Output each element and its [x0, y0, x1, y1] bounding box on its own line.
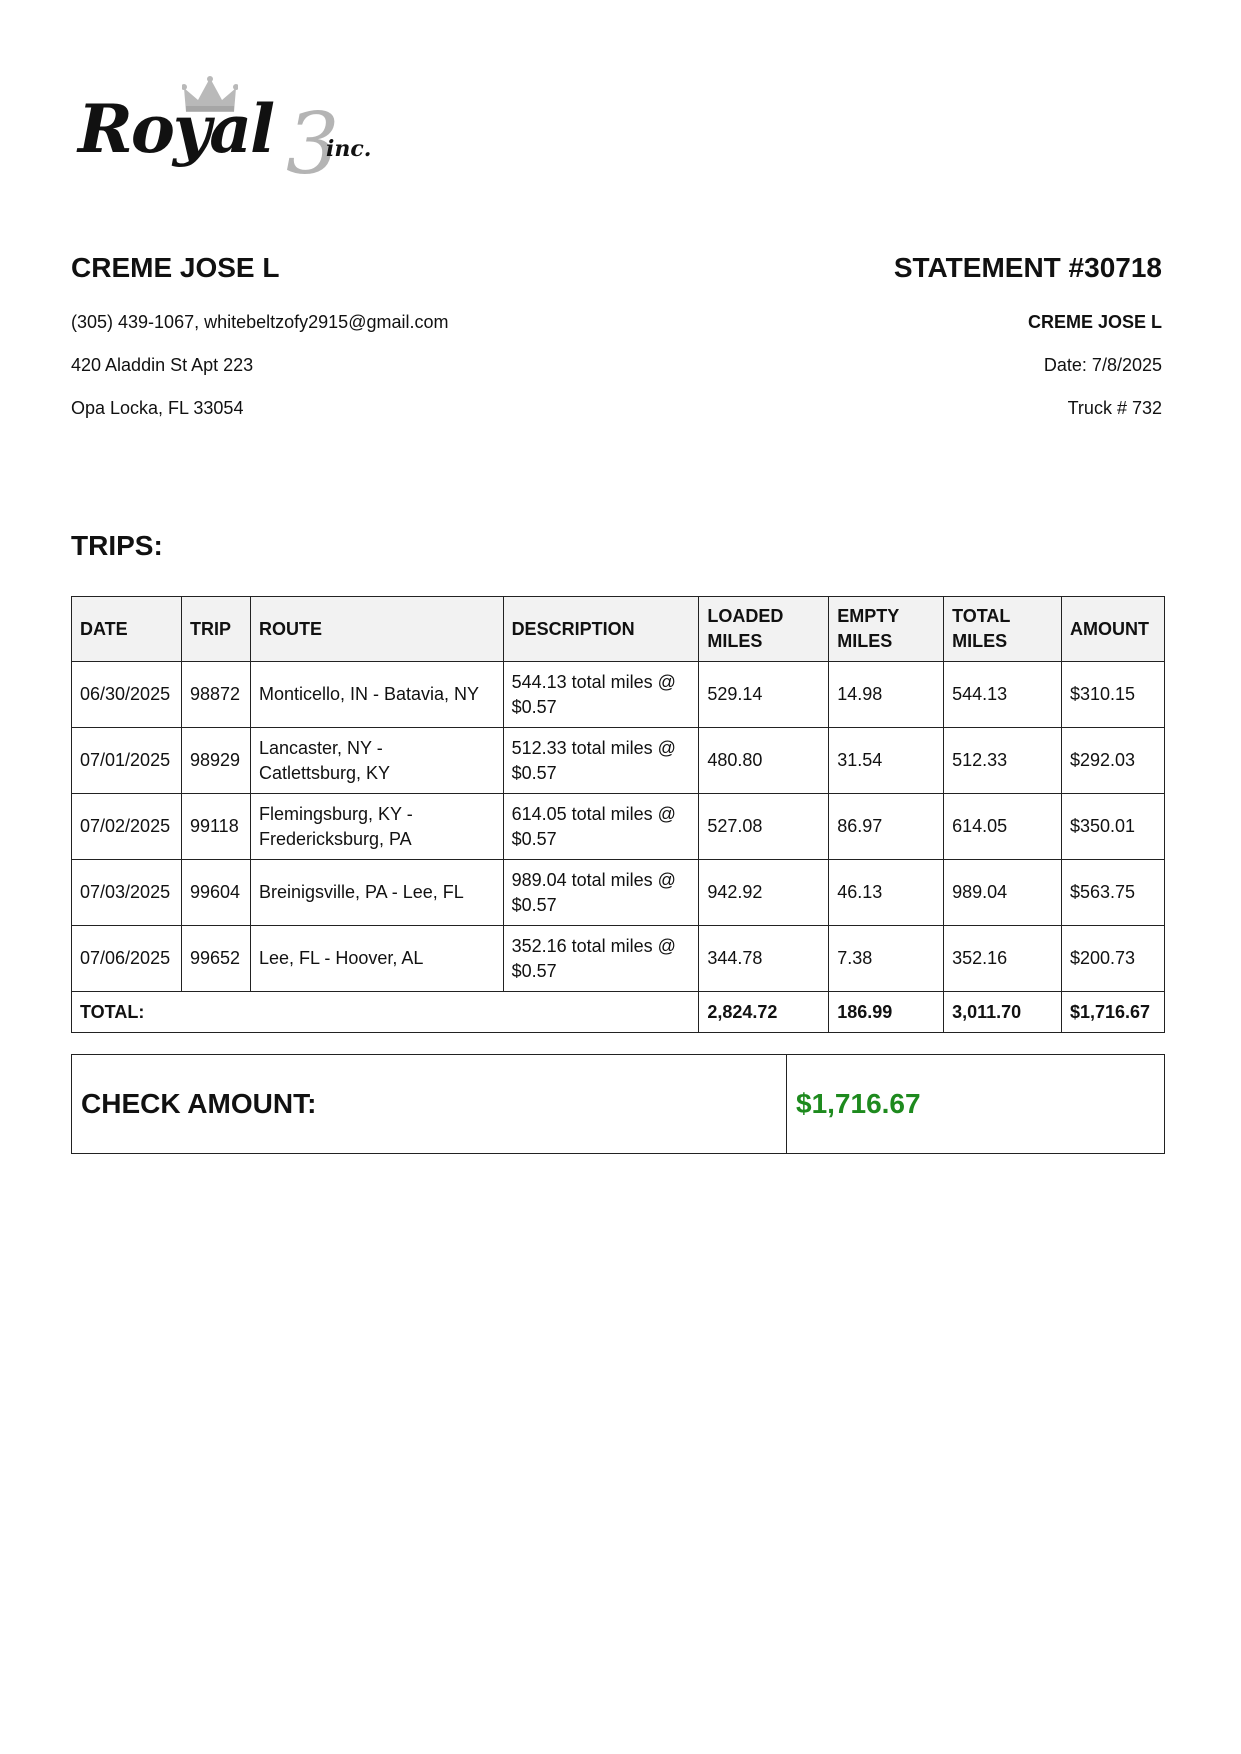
cell-trip: 99652 [181, 926, 250, 992]
cell-loaded: 480.80 [699, 728, 829, 794]
check-amount-label: CHECK AMOUNT: [72, 1055, 787, 1153]
header-loaded-line1: LOADED [707, 606, 784, 626]
check-amount-value: $1,716.67 [796, 1088, 921, 1119]
totals-empty: 186.99 [829, 992, 944, 1033]
desc-line1: 544.13 total miles @ [511, 671, 676, 692]
route-line1: Flemingsburg, KY - [258, 803, 413, 824]
header-trip: TRIP [181, 597, 250, 662]
desc-line1: 352.16 total miles @ [511, 935, 676, 956]
desc-line2: $0.57 [511, 696, 557, 717]
cell-date: 07/03/2025 [72, 860, 182, 926]
cell-loaded: 344.78 [699, 926, 829, 992]
cell-route [250, 728, 503, 794]
cell-total: 989.04 [944, 860, 1062, 926]
desc-line1: 614.05 total miles @ [511, 803, 676, 824]
cell-amount: $292.03 [1061, 728, 1164, 794]
desc-line2: $0.57 [511, 960, 557, 981]
table-row [72, 794, 1165, 860]
totals-amount: $1,716.67 [1061, 992, 1164, 1033]
header-loaded-line2: MILES [707, 631, 763, 651]
cell-amount: $310.15 [1061, 662, 1164, 728]
desc-line2: $0.57 [511, 894, 557, 915]
table-row [72, 662, 1165, 728]
cell-empty: 46.13 [829, 860, 944, 926]
company-logo [78, 76, 388, 193]
cell-trip: 99604 [181, 860, 250, 926]
cell-date: 06/30/2025 [72, 662, 182, 728]
cell-loaded: 527.08 [699, 794, 829, 860]
cell-route [250, 794, 503, 860]
driver-address-line1: 420 Aladdin St Apt 223 [71, 355, 254, 375]
cell-date: 07/06/2025 [72, 926, 182, 992]
totals-total: 3,011.70 [944, 992, 1062, 1033]
cell-route [250, 662, 503, 728]
statement-truck: Truck # 732 [1067, 398, 1162, 418]
table-row [72, 860, 1165, 926]
desc-line1: 512.33 total miles @ [511, 737, 676, 758]
driver-name: CREME JOSE L [71, 252, 280, 283]
cell-loaded: 942.92 [699, 860, 829, 926]
cell-trip: 98929 [181, 728, 250, 794]
header-loaded-miles [699, 597, 829, 662]
cell-description [503, 860, 699, 926]
statement-name: CREME JOSE L [1027, 312, 1162, 332]
desc-line2: $0.57 [511, 762, 557, 783]
cell-trip: 99118 [181, 794, 250, 860]
header-description: DESCRIPTION [503, 597, 699, 662]
totals-label: TOTAL: [72, 992, 699, 1033]
cell-empty: 7.38 [829, 926, 944, 992]
header-total-line1: TOTAL [952, 606, 1011, 626]
cell-route [250, 860, 503, 926]
cell-route [250, 926, 503, 992]
cell-loaded: 529.14 [699, 662, 829, 728]
totals-row [72, 992, 1165, 1033]
logo-suffix: inc. [326, 136, 372, 162]
cell-date: 07/02/2025 [72, 794, 182, 860]
totals-loaded: 2,824.72 [699, 992, 829, 1033]
statement-info [662, 248, 1162, 430]
statement-date: Date: 7/8/2025 [1043, 355, 1162, 375]
cell-description [503, 794, 699, 860]
route-line1: Monticello, IN - Batavia, NY [258, 684, 480, 704]
route-line1: Breinigsville, PA - Lee, FL [258, 882, 464, 902]
header-empty-miles [829, 597, 944, 662]
cell-empty: 31.54 [829, 728, 944, 794]
desc-line2: $0.57 [511, 828, 557, 849]
cell-total: 614.05 [944, 794, 1062, 860]
header-route: ROUTE [250, 597, 503, 662]
check-amount-box [71, 1054, 1165, 1154]
cell-empty: 86.97 [829, 794, 944, 860]
cell-amount: $563.75 [1061, 860, 1164, 926]
cell-description [503, 662, 699, 728]
route-line2: Catlettsburg, KY [258, 762, 391, 783]
cell-description [503, 926, 699, 992]
route-line1: Lee, FL - Hoover, AL [258, 948, 424, 968]
route-line2: Fredericksburg, PA [258, 828, 412, 849]
header-amount: AMOUNT [1061, 597, 1164, 662]
driver-info [71, 248, 631, 430]
logo-numeral: 3 [286, 95, 340, 193]
trips-table [71, 596, 1165, 1033]
table-row [72, 926, 1165, 992]
table-row [72, 728, 1165, 794]
header-empty-line1: EMPTY [837, 606, 900, 626]
route-line1: Lancaster, NY - [258, 737, 383, 758]
cell-amount: $350.01 [1061, 794, 1164, 860]
cell-description [503, 728, 699, 794]
trips-heading: TRIPS: [71, 530, 163, 561]
cell-amount: $200.73 [1061, 926, 1164, 992]
header-empty-line2: MILES [837, 631, 893, 651]
desc-line1: 989.04 total miles @ [511, 869, 676, 890]
header-total-line2: MILES [952, 631, 1008, 651]
cell-empty: 14.98 [829, 662, 944, 728]
table-header-row [72, 597, 1165, 662]
header-date: DATE [72, 597, 182, 662]
logo-word: Royal [78, 90, 274, 168]
cell-total: 512.33 [944, 728, 1062, 794]
driver-contact: (305) 439-1067, whitebeltzofy2915@gmail.com [71, 312, 449, 332]
cell-trip: 98872 [181, 662, 250, 728]
header-total-miles [944, 597, 1062, 662]
cell-date: 07/01/2025 [72, 728, 182, 794]
cell-total: 544.13 [944, 662, 1062, 728]
driver-address-line2: Opa Locka, FL 33054 [71, 398, 244, 418]
statement-title: STATEMENT #30718 [893, 252, 1162, 283]
cell-total: 352.16 [944, 926, 1062, 992]
